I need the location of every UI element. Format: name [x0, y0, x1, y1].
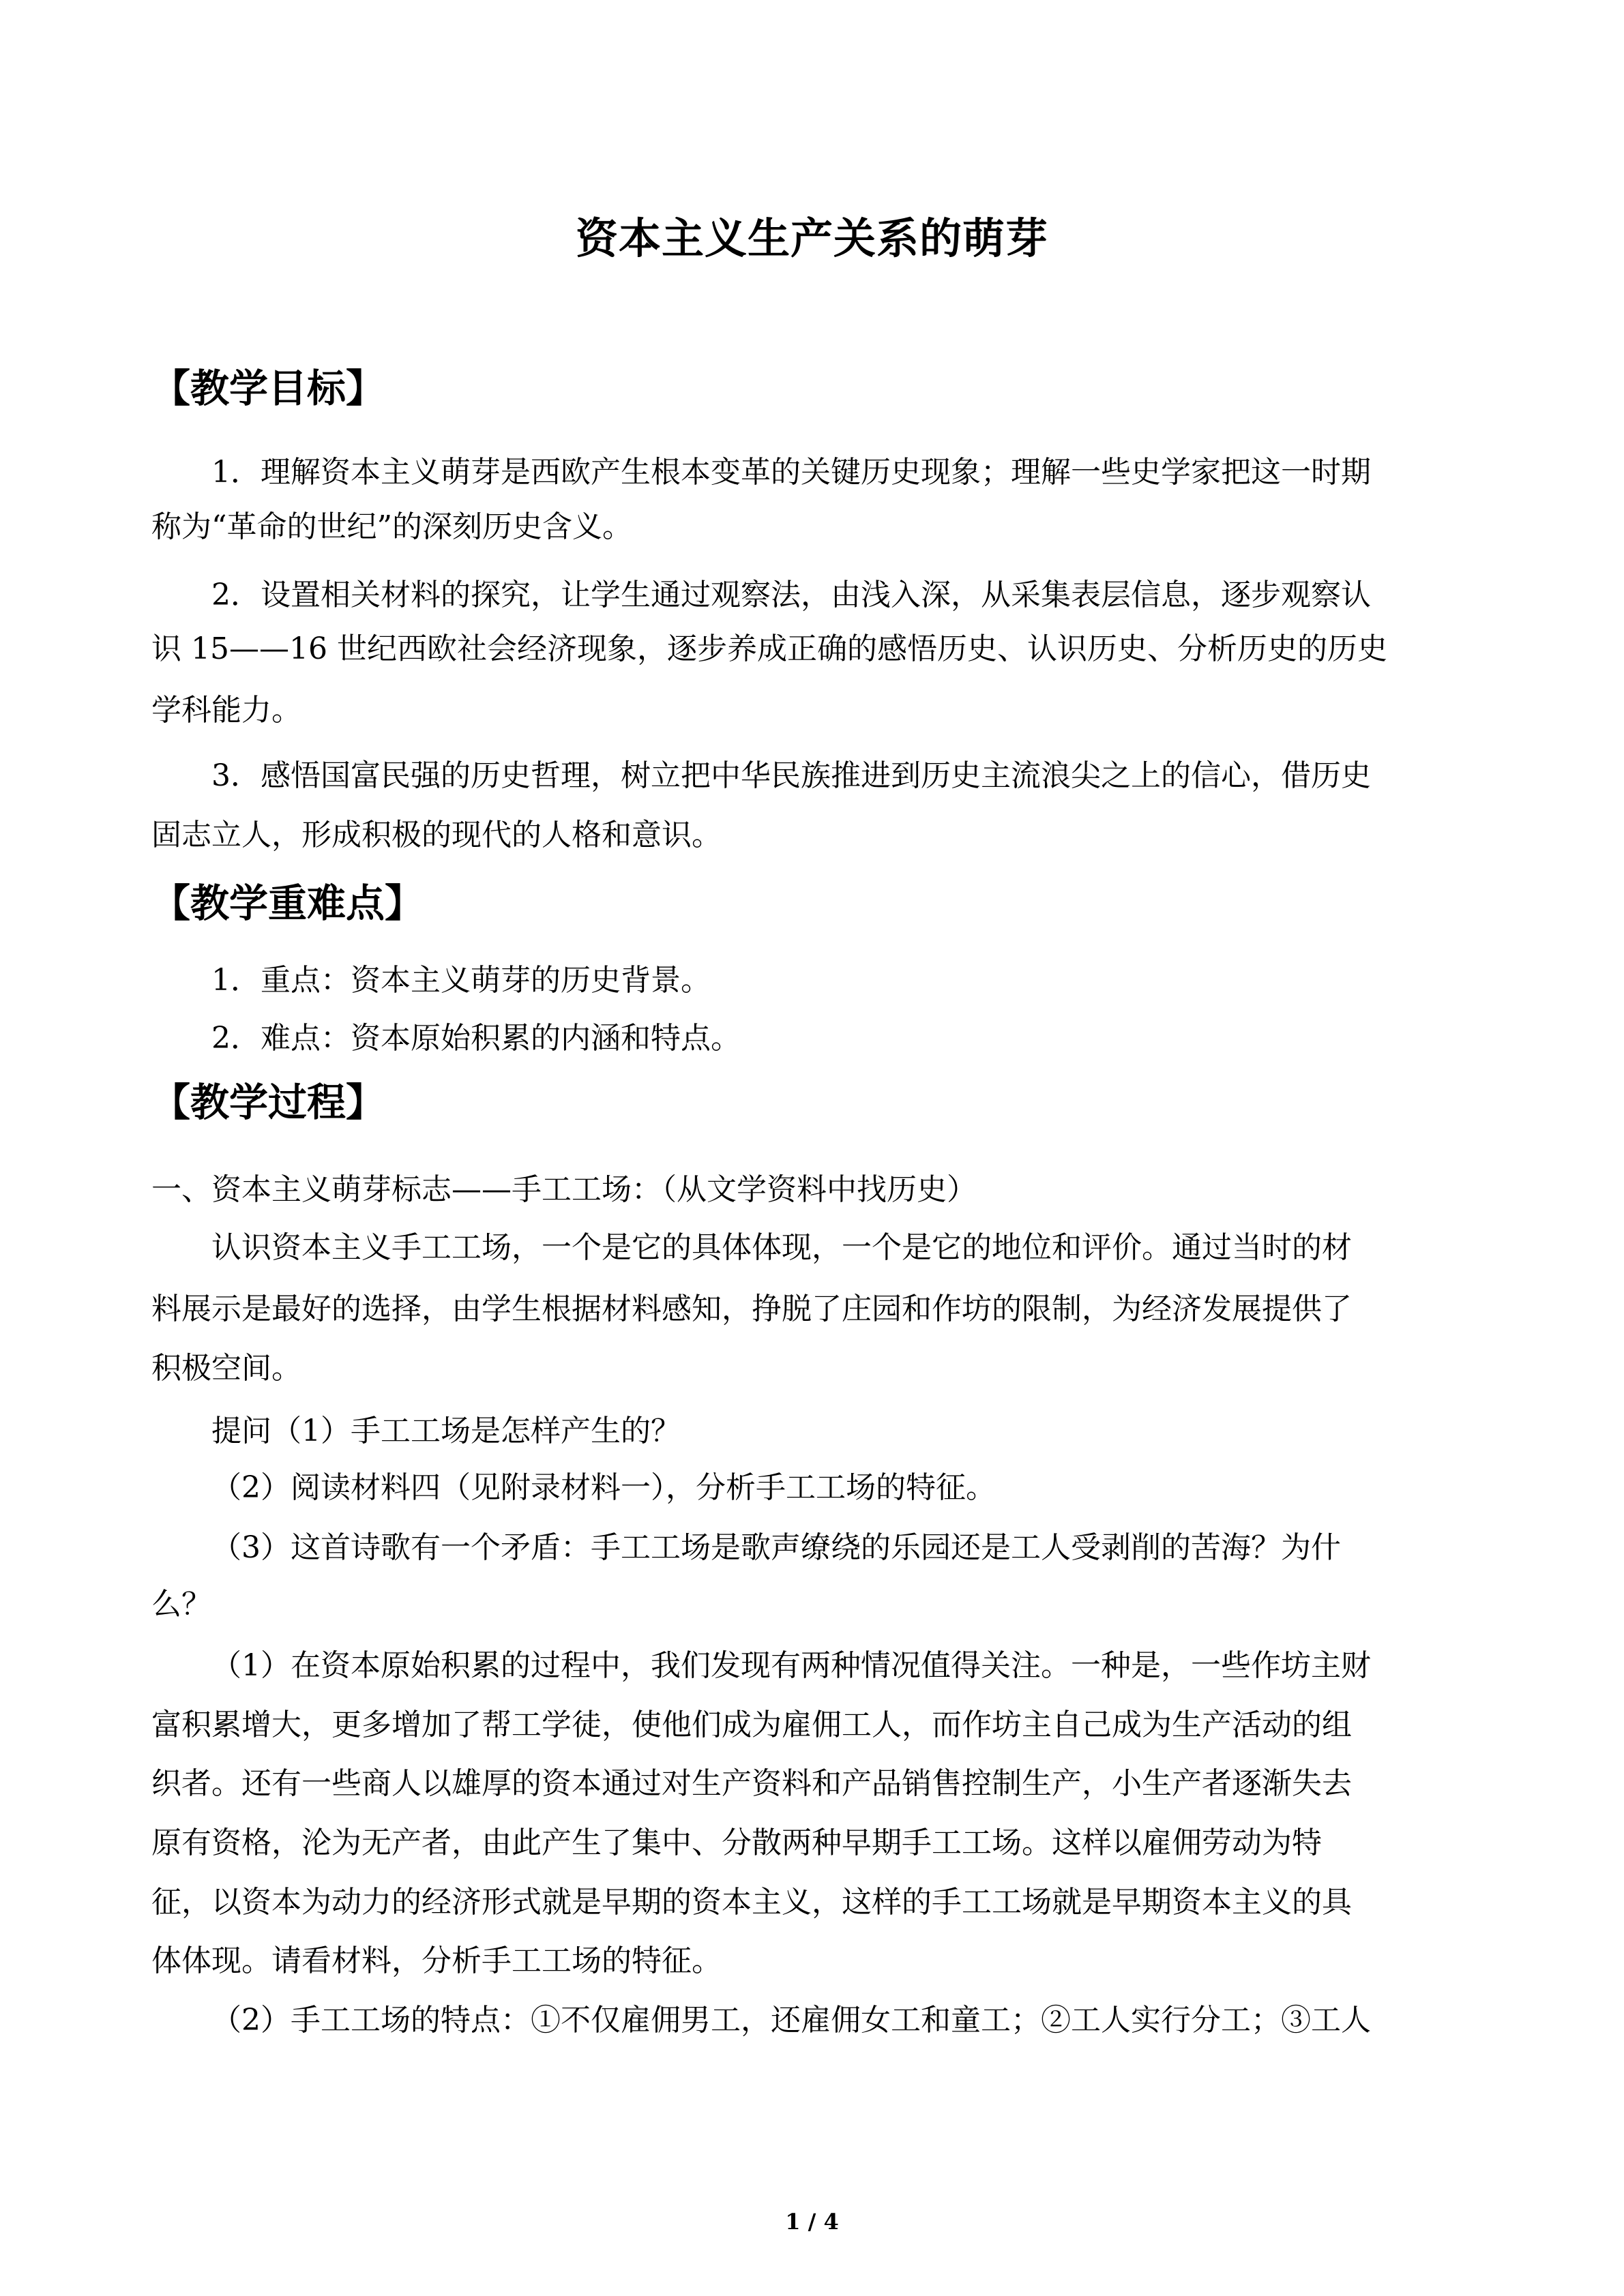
page-number: 1 / 4 [785, 2209, 839, 2235]
objective-2-line-3: 学科能力。 [151, 693, 301, 728]
page-title: 资本主义生产关系的萌芽 [575, 213, 1048, 263]
answer-1-line-6: 体体现。请看材料，分析手工工场的特征。 [151, 1943, 722, 1978]
objective-1-line-1: 1．理解资本主义萌芽是西欧产生根本变革的关键历史现象；理解一些史学家把这一时期 [211, 455, 1371, 490]
objective-3-line-1: 3．感悟国富民强的历史哲理，树立把中华民族推进到历史主流浪尖之上的信心，借历史 [211, 758, 1371, 793]
answer-1-line-2: 富积累增大，更多增加了帮工学徒，使他们成为雇佣工人，而作坊主自己成为生产活动的组 [151, 1708, 1352, 1742]
paragraph-1-line-3: 积极空间。 [151, 1351, 301, 1386]
question-3-line-2: 么？ [151, 1587, 211, 1622]
answer-1-line-3: 织者。还有一些商人以雄厚的资本通过对生产资料和产品销售控制生产，小生产者逐渐失去 [151, 1766, 1352, 1801]
heading-key-points: 【教学重难点】 [151, 881, 424, 926]
paragraph-1-line-1: 认识资本主义手工工场，一个是它的具体体现，一个是它的地位和评价。通过当时的材 [211, 1230, 1352, 1265]
heading-objectives: 【教学目标】 [151, 366, 385, 411]
question-2: （2）阅读材料四（见附录材料一），分析手工工场的特征。 [211, 1470, 996, 1505]
question-1: 提问（1）手工工场是怎样产生的？ [211, 1414, 681, 1448]
heading-process: 【教学过程】 [151, 1080, 385, 1125]
objective-2-line-1: 2．设置相关材料的探究，让学生通过观察法，由浅入深，从采集表层信息，逐步观察认 [211, 578, 1371, 612]
answer-2-line-1: （2）手工工场的特点：①不仅雇佣男工，还雇佣女工和童工；②工人实行分工；③工人 [211, 2003, 1371, 2038]
answer-1-line-4: 原有资格，沦为无产者，由此产生了集中、分散两种早期手工工场。这样以雇佣劳动为特 [151, 1825, 1322, 1860]
key-point-2: 2．难点：资本原始积累的内涵和特点。 [211, 1021, 741, 1056]
answer-1-line-1: （1）在资本原始积累的过程中，我们发现有两种情况值得关注。一种是，一些作坊主财 [211, 1648, 1371, 1683]
paragraph-1-line-2: 料展示是最好的选择，由学生根据材料感知，挣脱了庄园和作坊的限制，为经济发展提供了 [151, 1292, 1352, 1326]
objective-3-line-2: 固志立人，形成积极的现代的人格和意识。 [151, 818, 722, 852]
question-3-line-1: （3）这首诗歌有一个矛盾：手工工场是歌声缭绕的乐园还是工人受剥削的苦海？为什 [211, 1530, 1341, 1565]
objective-2-line-2: 识 15——16 世纪西欧社会经济现象，逐步养成正确的感悟历史、认识历史、分析历史的历史 [151, 631, 1387, 666]
objective-1-line-2: 称为“革命的世纪”的深刻历史含义。 [151, 509, 632, 544]
key-point-1: 1．重点：资本主义萌芽的历史背景。 [211, 963, 711, 998]
section-1-title: 一、资本主义萌芽标志——手工工场：（从文学资料中找历史） [151, 1172, 977, 1207]
answer-1-line-5: 征，以资本为动力的经济形式就是早期的资本主义，这样的手工工场就是早期资本主义的具 [151, 1885, 1352, 1920]
